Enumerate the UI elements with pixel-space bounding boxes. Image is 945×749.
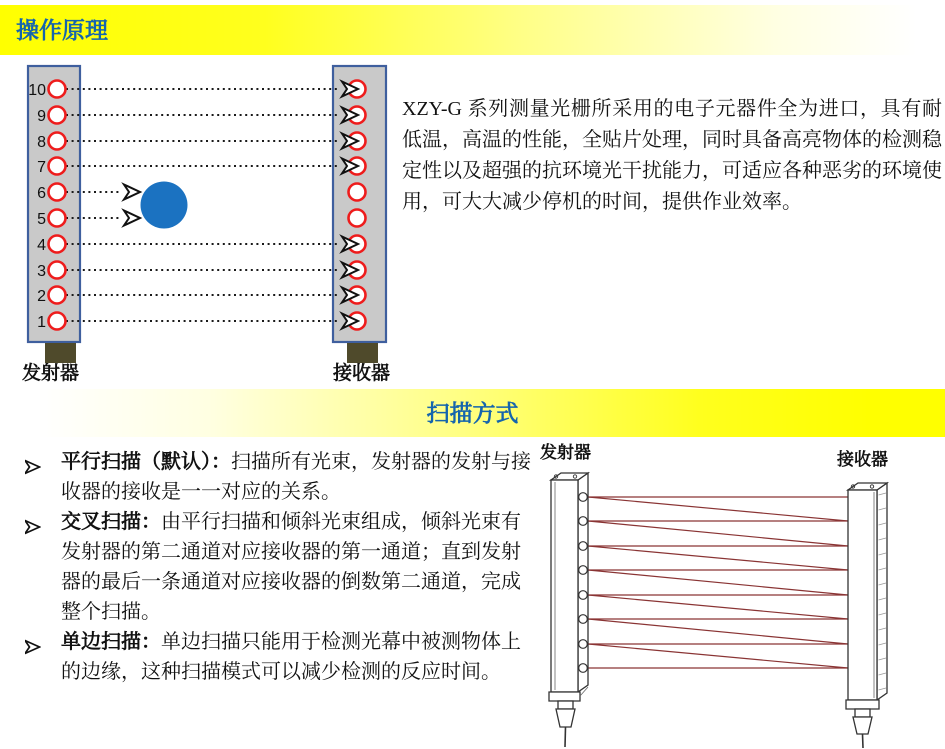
receiver-label: 接收器 (333, 363, 391, 384)
channel-number: 9 (37, 108, 46, 125)
receiver-cable (863, 734, 864, 748)
operating-principle-diagram (0, 60, 430, 390)
section-header-scan-mode (0, 389, 945, 437)
channel-number: 1 (37, 314, 46, 331)
channel-number: 7 (37, 159, 46, 176)
receiver-label: 接收器 (837, 450, 888, 469)
section-title: 操作原理 (16, 17, 108, 43)
channel-number: 10 (28, 82, 46, 99)
scan-mode-term: 交叉扫描： (61, 511, 161, 533)
transmitter-mount-foot (45, 343, 76, 363)
channel-number: 6 (37, 185, 46, 202)
channel-number: 3 (37, 263, 46, 280)
arrow-bullet-icon (25, 514, 41, 544)
scan-beams (588, 497, 848, 668)
channel-number: 8 (37, 134, 46, 151)
section-header-operating-principle (0, 5, 945, 55)
transmitter-plug (556, 709, 575, 727)
transmitter-connector (558, 701, 573, 709)
channel-number: 2 (37, 288, 46, 305)
list-item-cross-scan (0, 507, 540, 627)
channel-number: 4 (37, 237, 46, 254)
operating-principle-description: XZY-G 系列测量光栅所采用的电子元器件全为进口，具有耐低温，高温的性能，全贴片处理，同时具备高亮物体的检测稳定性以及超强的抗环境光干扰能力，可适应各种恶劣的环境使用，可大大减少停机的时间，提供作业效率。 (402, 98, 942, 213)
section-title: 扫描方式 (426, 400, 519, 426)
receiver-mount-foot (347, 343, 378, 363)
cross-scan-svg (530, 440, 945, 749)
arrow-bullet-icon (25, 634, 41, 664)
transmitter-cable (565, 727, 566, 747)
beam-arrow-icon (124, 185, 140, 200)
scan-mode-desc: 单边扫描只能用于检测光幕中被测物体上的边缘，这种扫描模式可以减少检测的反应时间。 (61, 631, 521, 683)
receiver-tower (846, 483, 887, 748)
receiver-connector (855, 709, 870, 717)
arrow-bullet-icon (25, 454, 41, 484)
list-item-single-edge-scan (0, 627, 540, 687)
scan-mode-desc: 由平行扫描和倾斜光束组成，倾斜光束有发射器的第二通道对应接收器的第一通道；直到发射器的最后一条通道对应接收器的倒数第二通道，完成整个扫描。 (61, 511, 521, 623)
cross-scan-diagram (530, 440, 945, 749)
operating-principle-svg (0, 60, 430, 390)
detected-object (141, 182, 188, 229)
scan-mode-term: 单边扫描： (61, 631, 161, 653)
transmitter-label: 发射器 (540, 443, 591, 462)
scan-mode-term: 平行扫描（默认）： (61, 451, 231, 473)
scan-mode-desc: 扫描所有光束，发射器的发射与接收器的接收是一一对应的关系。 (61, 451, 531, 503)
scan-mode-list (0, 447, 540, 687)
channel-number: 5 (37, 211, 46, 228)
transmitter-tower (549, 473, 588, 747)
receiver-plug (853, 717, 872, 734)
beam-arrow-icon (124, 211, 140, 226)
transmitter-label: 发射器 (22, 363, 80, 384)
list-item-parallel-scan (0, 447, 540, 507)
